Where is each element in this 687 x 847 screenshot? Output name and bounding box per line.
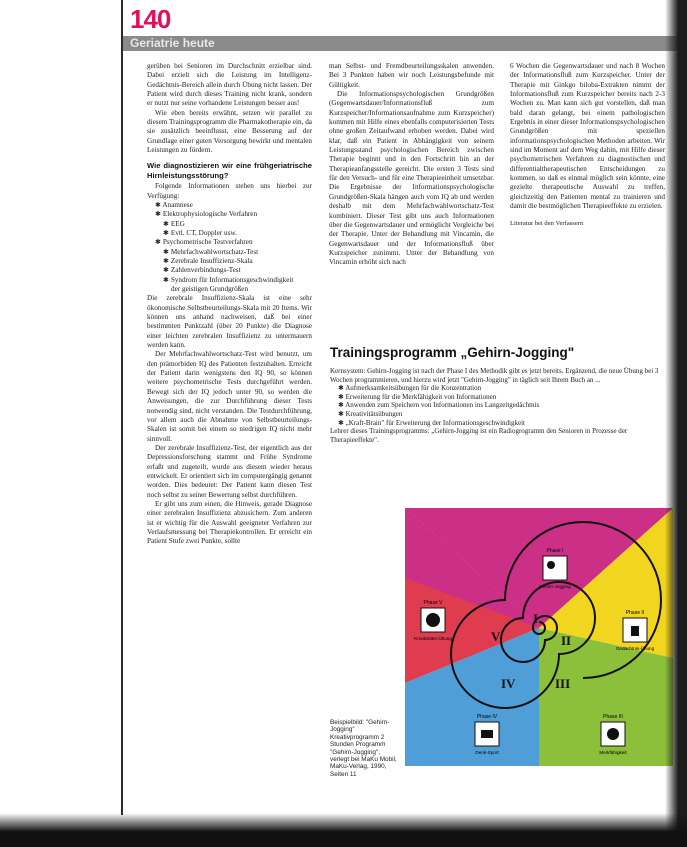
label-bottom-right-name: Phase III <box>603 714 623 720</box>
page-number: 140 <box>130 4 171 34</box>
numeral-III: III <box>555 676 571 691</box>
paragraph: Die zerebrale Insuffizienz-Skala ist eine sehr ökonomische Selbstbeurteilungs-Skala mit 20 Items. Wir können uns anhand nachweisen, daß bei einer bestimmten Punktzahl (über 20 Punkte) die Diagnose einer leichten zerebralen Insuffizienz zu untermauern werden kann. <box>147 294 312 350</box>
column-3 <box>510 62 665 228</box>
numeral-II: II <box>561 633 572 648</box>
box-list <box>330 384 665 427</box>
paragraph: man Selbst- und Fremdbeurteilungsskalen anwenden. Bei 3 Punkten haben wir noch Leistungsbefunde mit Gültigkeit. <box>329 62 494 89</box>
column-2 <box>329 62 494 268</box>
label-bottom-left-name: Phase IV <box>476 714 498 720</box>
column-1-paragraphs-b <box>147 294 312 546</box>
box-outro: Lehrer dieses Trainingsprogramms: „Gehirn-Jogging ist ein Radiogrogramm den Senioren in Prozesse der Therapieeffekte". <box>330 427 628 444</box>
page-spine <box>121 0 123 815</box>
paragraph: Die Informationspsychologischen Grundgrößen (Gegenwartsdauer/Informationsfluß zum Kurzspeicher/Informationsaufnahme zum Kurzspeicher) kommen mit Hilfe eines ebenfalls computerisierten Tests ohne großen Zeitaufwand erhoben werden. Dabei wird klar, daß ein Patient in Abhängigkeit von seinem Leistungsstand psychologischen Bereich zwischen Therapie beginnt und in den Fortschritt hin an der Therapieanfangsstelle gereicht. Die ersten 3 Tests sind für den Versuch- und für eine Therapieeinheit umsetzbar. Die Ergebnisse der Informationspsychologische Grundgrößen-Skala hängen auch vom IQ ab und werden deshalb mit dem Mehrfachwahlwortschatz-Test kombiniert. Dieser Test gibt uns auch Informationen über die Gegenwartsdauer und ermöglicht Vergleiche bei der Therapie. Unter der Behandlung mit Vincamin, die Gegenwartsdauer und der Informationsfluß über Kurzspeicher zunimmt. Unter der Behandlung von Vincamin erhöht sich nach <box>329 90 494 267</box>
label-right-caption: Gedächtnis-Übung <box>615 646 655 651</box>
label-right-name: Phase II <box>625 610 645 616</box>
box-intro: Kernsystem: Gehirn-Jogging ist nach der Phase I des Methodik gibt es jetzt bereits. Ergänzend, die neue Übung bei 3 Wochen programmieren, und hierzu wird jetzt "Gehirn-Jogging" in täglich seit Ihrem Buch an ... <box>330 367 659 384</box>
list-item: ✱ Zahlenverbindungs-Test <box>163 266 241 275</box>
scan-shadow-bottom <box>0 813 687 847</box>
numeral-IV: IV <box>501 676 516 691</box>
paragraph: Wie eben bereits erwähnt, setzen wir parallel zu diesem Trainingsprogramm die Pharmakotherapie ein, da sie zusätzlich beeinflusst, eine Besserung auf der Grundlage einer guten Versorgung bewirkt und mentalen Leistungen zu fördern. <box>147 108 312 155</box>
list-item: ✱ Mehrfachwahlwortschatz-Test <box>163 247 259 256</box>
label-bottom-right-caption: Merkfähigkeit <box>599 750 627 755</box>
box-list-item: ✱ Kreativitätsübungen <box>338 409 403 418</box>
column-1-paragraphs-a <box>147 62 312 155</box>
box-list-item: ✱ Anwenden zum Speichern von Informationen ins Langzeitgedächtnis <box>338 401 540 410</box>
numeral-I: I <box>533 611 539 626</box>
literature-note: Literatur bei den Verfassern <box>510 219 584 227</box>
paragraph: gerüben bei Senioren im Durchschnitt erzielbar sind. Dabei erzielt sich die Leistung im Intelligenz- Gedächtnis-Bereich allein durch Übung nicht lassen. Der Patient wird durch dieses Training nicht krank, sondern er nutzt nur seine vorhandene Leistungen besser aus! <box>147 62 312 108</box>
label-top-name: Phase I <box>546 548 564 554</box>
column-2-paragraphs <box>329 62 494 268</box>
paragraph: Der Mehrfachwahlwortschatz-Test wird benutzt, um den prämorbiden IQ des Patienten festzuhalten. Erreicht der Patient darin wenigstens den IQ 90, so können weitere psychometrische Tests durchgeführt werden. Bewegt sich der IQ jedoch unter 90, so werden die Anweisungen, die zur Durchführung dieser Tests notwendig sind, nicht verstanden. Die Testdurchführung, vor allem auch die Abnahme von Selbstbeurteilungs-Skalen ist somit bei einem so niedrigen IQ nicht mehr sinnvoll. <box>147 350 312 443</box>
diagnosis-list <box>147 201 312 294</box>
list-item: ✱ Anamnese <box>155 200 193 209</box>
label-left-caption: Kreativitäts-Übung <box>414 636 452 641</box>
figure-credit: Beispielbild: "Gehirn-Jogging" Kreativprogramm 2 Stunden Programm "Gehirn-Jogging", verlegt bei MaKu Mobil, MaKu-Verlag, 1990, Seiten 11 <box>330 719 397 778</box>
scan-shadow-right <box>665 0 687 847</box>
box-list-item: ✱ „Kraft-Brain" für Erweiterung der Informationsgeschwindigkeit <box>338 418 525 427</box>
list-item: ✱ Elektrophysiologische Verfahren <box>155 210 258 219</box>
paragraph: 6 Wochen die Gegenwartsdauer und nach 8 Wochen der Informationsfluß zum Kurzspeicher. Unter der Therapie mit Ginkgo biloba-Extrakten nimmt der Informationsfluß zum Kurzspeicher bereits nach 2-3 Wochen zu. Man kann sich gut vorstellen, daß man bald daran gelangt, bei einem pathologischen Ergebnis in einer dieser Informationspsychologischen Grundgrößen mit speziellen informationspsychologischen Methoden arbeiten. Wir sind im Moment auf dem Weg dahin, mit Hilfe dieser psychometrischen Verfahren zu diagnostischen und differentialtherapeutischen Entscheidungen zu kommen, so daß es einmal möglich sein könnte, eine gezielte therapeutische Auswahl zu treffen, gleichzeitig den Patienten mental zu trainieren und damit die bestmöglichen Therapieeffekte zu erzielen. <box>510 62 665 211</box>
list-item: ✱ Syndrom für Informationsgeschwindigkeit <box>163 275 294 284</box>
list-item: der geistigen Grundgrößen <box>171 285 249 294</box>
label-bottom-left-caption: Denk-Sport <box>475 750 499 755</box>
column-3-paragraphs <box>510 62 665 212</box>
column-1 <box>147 62 312 547</box>
box-title: Trainingsprogramm „Gehirn-Jogging" <box>330 345 575 360</box>
paragraph: Der zerebrale Insuffizienz-Test, der eigentlich aus der Depressionsforschung stammt und Frühe Syndrome erfaßt und zugeteilt, wurde aus diesem wieder heraus entwickelt. Er orientiert sich im computergängig genannt worden. Dies bedeutet: Der Patient kann diesen Test noch selbst zu seiner Bewertung selbst durchführen. <box>147 443 312 499</box>
gehirn-jogging-spiral-diagram <box>405 508 673 766</box>
paragraph: Er gibt uns zum einen, die Hinweis, gerade Diagnose einer zerebralen Insuffizienz abzusichern. Zum anderen ist er wichtig für die Auswahl geeigneter Verfahren zur Verlaufsmessung bei Therapiekontrollen. Er erreicht ein Patient Stufe zwei Punkte, sollte <box>147 499 312 546</box>
box-list-item: ✱ Erweiterung für die Merkfähigkeit von Informationen <box>338 392 497 401</box>
list-item: ✱ Zerebrale Insuffizienz-Skala <box>163 257 253 265</box>
running-head: Geriatrie heute <box>130 36 215 50</box>
numeral-V: V <box>491 629 501 644</box>
section-heading: Wie diagnostizieren wir eine frühgeriatrische Hirnleistungsstörung? <box>147 161 312 180</box>
list-item: ✱ EEG <box>163 219 185 228</box>
box-list-item: ✱ Aufmerksamkeitsübungen für die Konzentration <box>338 384 482 393</box>
list-item: ✱ Psychometrische Testverfahren <box>155 238 253 247</box>
box-text <box>330 367 665 444</box>
list-intro: Folgende Informationen stehen uns hierbei zur Verfügung: <box>147 182 312 200</box>
label-top-caption: Gehirn-Jogging <box>539 584 571 589</box>
label-left-name: Phase V <box>423 600 443 606</box>
list-item: ✱ Evtl. CT, Doppler usw. <box>163 228 237 237</box>
